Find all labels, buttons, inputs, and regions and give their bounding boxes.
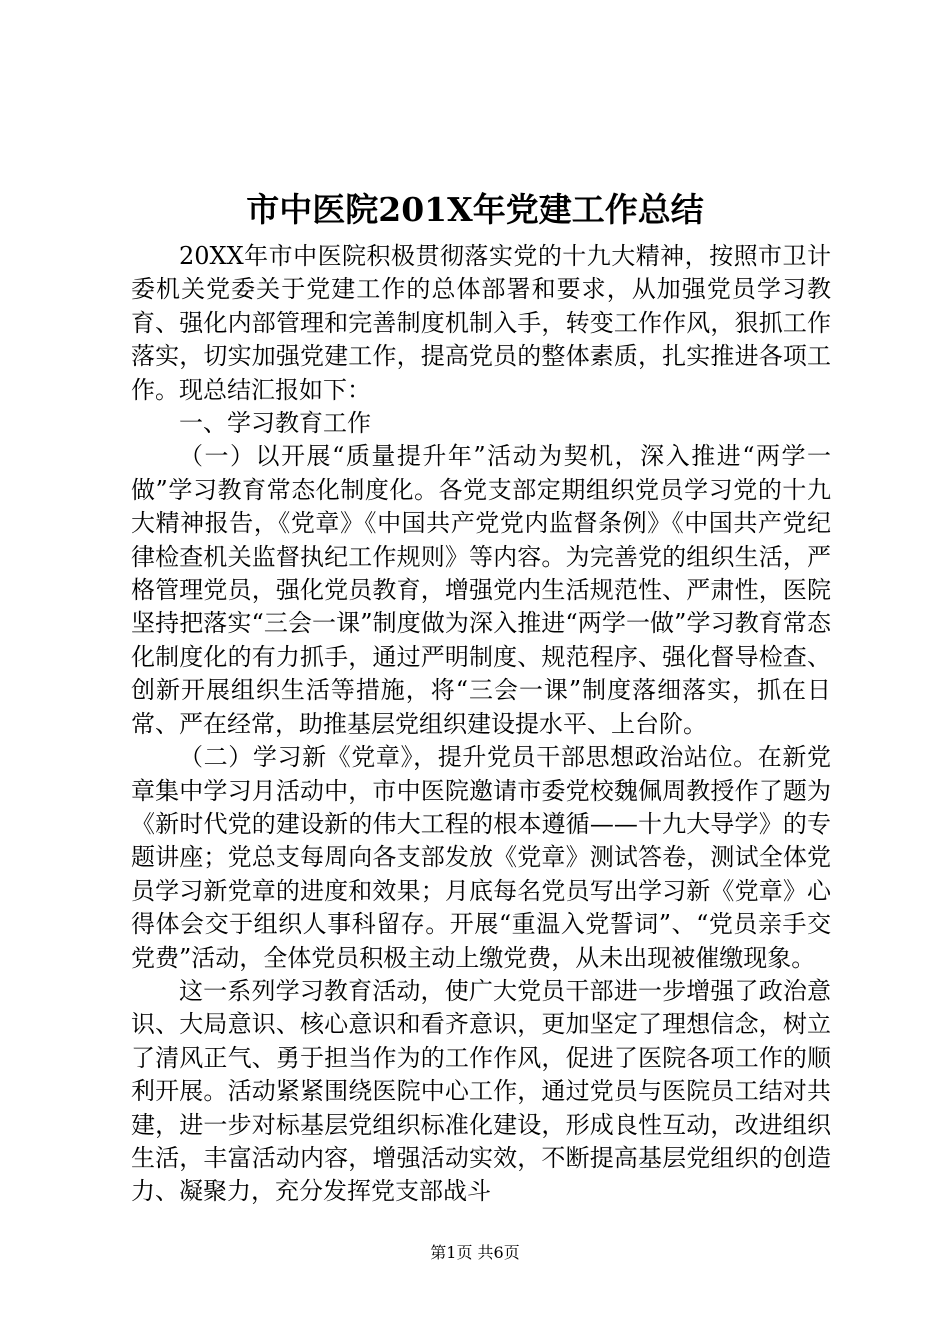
paragraph-intro: 20XX年市中医院积极贯彻落实党的十九大精神，按照市卫计委机关党委关于党建工作的总体部署和要求，从加强党员学习教育、强化内部管理和完善制度机制入手，转变工作作风，狠抓工作落实，切实加强党建工作，提高党员的整体素质，扎实推进各项工作。现总结汇报如下： [131, 242, 831, 404]
paragraph-study-2: （二）学习新《党章》，提升党员干部思想政治站位。在新党章集中学习月活动中，市中医院邀请市委党校魏佩周教授作了题为《新时代党的建设新的伟大工程的根本遵循——十九大导学》的专题讲座；党总支每周向各支部发放《党章》测试答卷，测试全体党员学习新党章的进度和效果；月底每名党员写出学习新《党章》心得体会交于组织人事科留存。开展“重温入党誓词”、“党员亲手交党费”活动，全体党员积极主动上缴党费，从未出现被催缴现象。 [131, 743, 831, 972]
document-body [131, 240, 831, 1209]
paragraph-study-summary: 这一系列学习教育活动，使广大党员干部进一步增强了政治意识、大局意识、核心意识和看齐意识，更加坚定了理想信念，树立了清风正气、勇于担当作为的工作作风，促进了医院各项工作的顺利开展。活动紧紧围绕医院中心工作，通过党员与医院员工结对共建，进一步对标基层党组织标准化建设，形成良性互动，改进组织生活，丰富活动内容，增强活动实效，不断提高基层党组织的创造力、凝聚力，充分发挥党支部战斗 [131, 976, 831, 1206]
section-heading-study: 一、学习教育工作 [179, 409, 371, 438]
paragraph-study-1: （一）以开展“质量提升年”活动为契机，深入推进“两学一做”学习教育常态化制度化。各党支部定期组织党员学习党的十九大精神报告，《党章》《中国共产党党内监督条例》《中国共产党纪律检查机关监督执纪工作规则》等内容。为完善党的组织生活，严格管理党员，强化党员教育，增强党内生活规范性、严肃性，医院坚持把落实“三会一课”制度做为深入推进“两学一做”学习教育常态化制度化的有力抓手，通过严明制度、规范程序、强化督导检查、创新开展组织生活等措施，将“三会一课”制度落细落实，抓在日常、严在经常，助推基层党组织建设提水平、上台阶。 [131, 442, 831, 738]
document-title: 市中医院201X年党建工作总结 [246, 190, 704, 229]
page-footer: 第1页 共6页 [430, 1243, 520, 1262]
